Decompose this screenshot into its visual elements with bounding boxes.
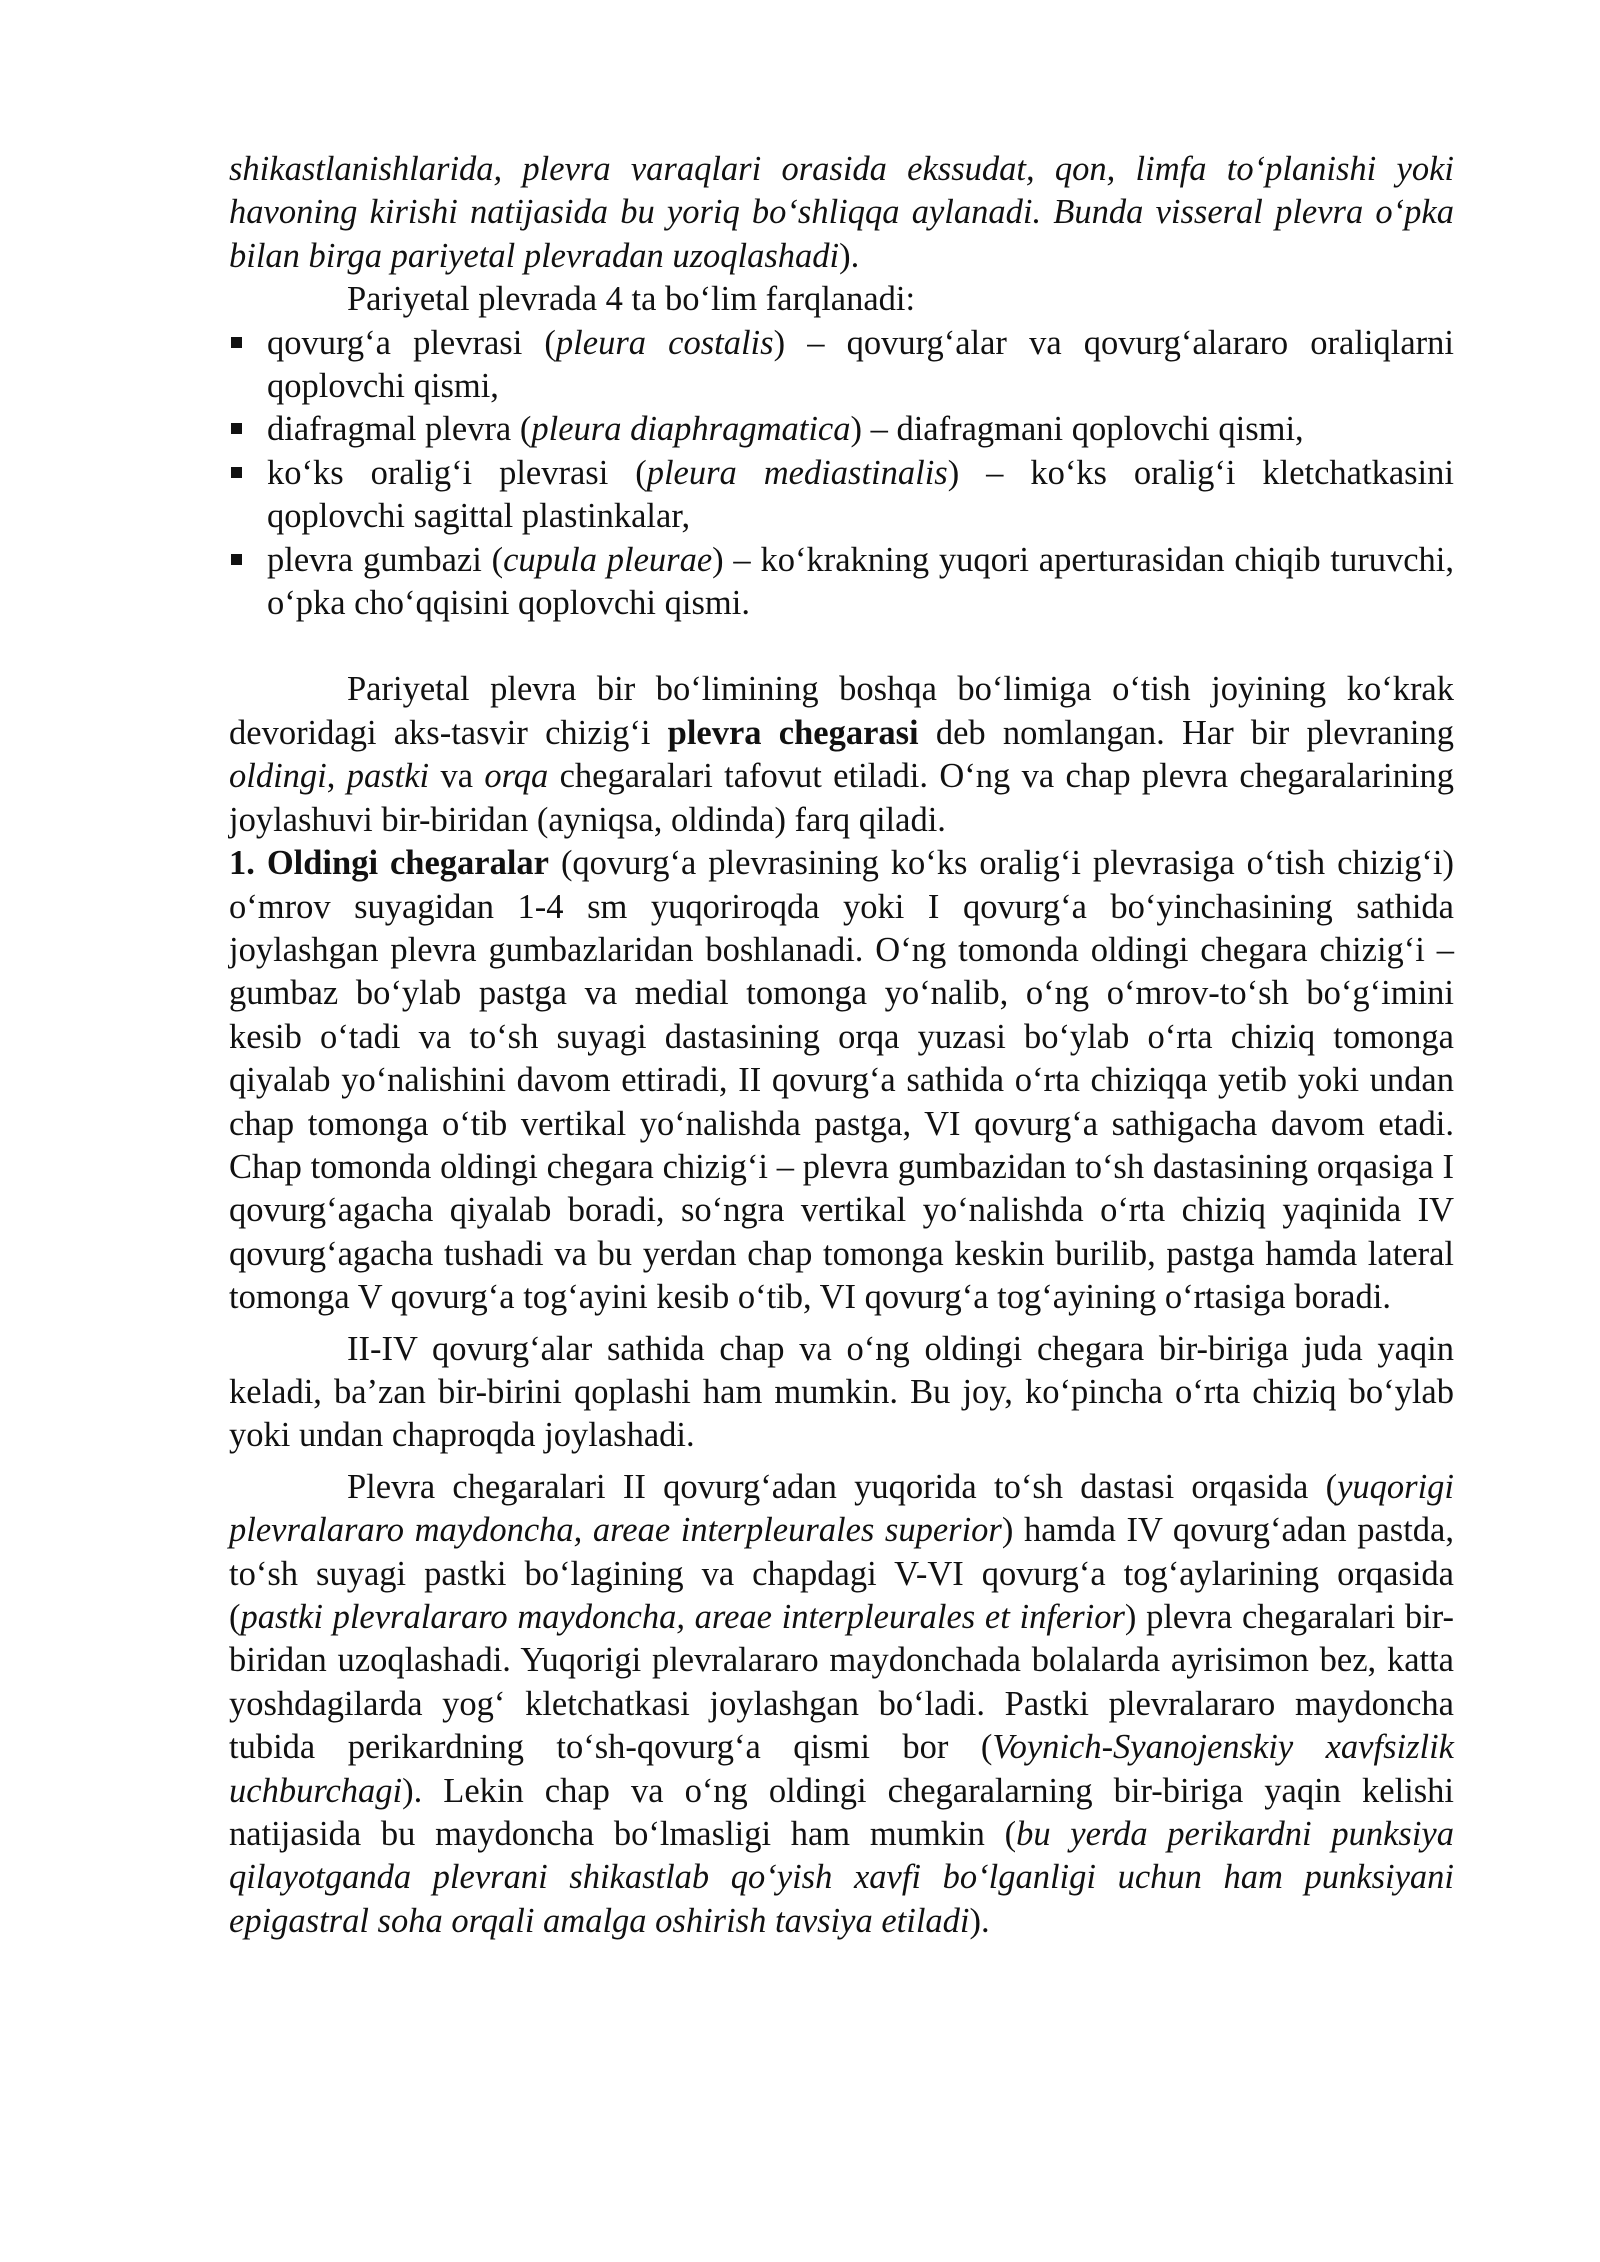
text-run: chegaralari tafovut etiladi. O‘ng va chap plevra chegaralarining joylashuvi bir-biridan (ayniqsa, oldinda) farq qiladi. xyxy=(229,757,1454,839)
paragraph-spacing xyxy=(229,1458,1454,1466)
section-heading: 1. Oldingi chegaralar xyxy=(229,844,549,883)
text-run: ) hamda IV qovurg‘adan pastda, to‘sh suyagi pastki bo‘lagining va chapdagi V-VI qovurg‘a tog‘aylarining orqasida ( xyxy=(229,1511,1454,1636)
text-run: deb nomlangan. Har bir plevraning xyxy=(918,713,1454,752)
text-run: , xyxy=(326,757,347,796)
square-bullet-icon xyxy=(231,337,242,348)
italic-term: Voynich-Syanojenskiy xavfsizlik uchburchagi xyxy=(229,1728,1454,1810)
text-run: ko‘ks oralig‘i plevrasi ( xyxy=(267,453,647,492)
text-run: plevra gumbazi ( xyxy=(267,540,504,579)
square-bullet-icon xyxy=(231,554,242,565)
italic-note: bu yerda perikardni punksiya qilayotganda plevrani shikastlab qo‘yish xavfi bo‘lganligi uchun ham punksiyani epigastral soha orqali amalga oshirish tavsiya etiladi xyxy=(229,1815,1454,1940)
text-run: va xyxy=(429,757,485,796)
latin-term: pleura mediastinalis xyxy=(646,453,948,492)
bullet-list xyxy=(229,322,1454,626)
list-item xyxy=(229,452,1454,539)
latin-term: pleura diaphragmatica xyxy=(531,410,851,449)
paragraph-intro: Pariyetal plevrada 4 ta bo‘lim farqlanadi: xyxy=(347,280,916,319)
text-run: Plevra chegaralari II qovurg‘adan yuqorida to‘sh dastasi orqasida ( xyxy=(347,1467,1338,1506)
bold-term: plevra chegarasi xyxy=(667,713,919,752)
text-run: ). xyxy=(839,236,860,275)
italic-term: orqa xyxy=(484,757,549,796)
square-bullet-icon xyxy=(231,423,242,434)
paragraph-maydonchalar xyxy=(229,1466,1454,1943)
paragraph-spacing xyxy=(229,1320,1454,1328)
paragraph-ii-iv: II-IV qovurg‘alar sathida chap va o‘ng oldingi chegara bir-biriga juda yaqin keladi, ba’zan bir-birini qoplashi ham mumkin. Bu joy, ko‘pincha o‘rta chiziq bo‘ylab yoki undan chaproqda joylashadi. xyxy=(229,1329,1454,1455)
latin-term: cupula pleurae xyxy=(503,540,713,579)
italic-text: shikastlanishlarida, plevra varaqlari orasida ekssudat, qon, limfa to‘planishi yoki havoning kirishi natijasida bu yoriq bo‘shliqqa aylanadi. Bunda visseral plevra o‘pka bilan birga pariyetal plevradan uzoqlashadi xyxy=(229,150,1454,275)
blank-line xyxy=(229,625,1454,668)
italic-term: pastki plevralararo maydoncha, areae interpleurales et inferior xyxy=(240,1598,1125,1636)
text-run: (qovurg‘a plevrasining ko‘ks oralig‘i plevrasiga o‘tish chizig‘i) o‘mrov suyagidan 1-4 sm yuqoriroqda yoki I qovurg‘a bo‘yinchasining sathida joylashgan plevra gumbazlaridan boshlanadi. O‘ng tomonda oldingi chegara chizig‘i – gumbaz bo‘ylab pastga va medial tomonga yo‘nalib, o‘ng o‘mrov-to‘sh bo‘g‘imini kesib o‘tadi va to‘sh suyagi dastasining orqa yuzasi bo‘ylab o‘rta chiziq tomonga qiyalab yo‘nalishini davom ettiradi, II qovurg‘a sathida o‘rta chiziqqa yetib yoki undan chap tomonga o‘tib vertikal yo‘nalishda pastga, VI qovurg‘a sathigacha davom etadi. Chap tomonda oldingi chegara chizig‘i – plevra gumbazidan to‘sh dastasining orqasiga I qovurg‘agacha qiyalab boradi, so‘ngra vertikal yo‘nalishda o‘rta chiziq yaqinida IV qovurg‘agacha tushadi va bu yerdan chap tomonga keskin burilib, pastga hamda lateral tomonga V qovurg‘a tog‘ayini kesib o‘tib, VI qovurg‘a tog‘ayining o‘rtasiga boradi. xyxy=(229,844,1454,1317)
text-run: ) – qovurg‘alar va qovurg‘alararo oraliqlarni qoplovchi qismi, xyxy=(267,323,1454,406)
text-run: diafragmal plevra ( xyxy=(267,410,532,449)
text-run: ). xyxy=(969,1901,990,1940)
text-run: qovurg‘a plevrasi ( xyxy=(267,323,556,362)
list-item xyxy=(229,322,1454,409)
list-item xyxy=(229,408,1454,451)
paragraph-oldingi-chegaralar xyxy=(229,842,1454,1319)
paragraph-plevra-chegarasi xyxy=(229,668,1454,842)
italic-term: oldingi xyxy=(229,757,327,796)
text-run: ) plevra chegaralari bir-biridan uzoqlashadi. Yuqorigi plevralararo maydonchada bolalarda ayrisimon bez, katta yoshdagilarda yog‘ kletchatkasi joylashgan bo‘ladi. Pastki plevralararo maydoncha tubida perikardning to‘sh-qovurg‘a qismi bor ( xyxy=(229,1598,1454,1767)
text-run: ) – ko‘ks oralig‘i kletchatkasini qoplovchi sagittal plastinkalar, xyxy=(267,453,1454,536)
text-run: Pariyetal plevra bir bo‘limining boshqa bo‘limiga o‘tish joyining ko‘krak devoridagi aks-tasvir chizig‘i xyxy=(229,670,1454,752)
italic-term: yuqorigi plevralararo maydoncha, areae interpleurales superior xyxy=(229,1467,1454,1550)
list-item xyxy=(229,539,1454,626)
square-bullet-icon xyxy=(231,467,242,478)
text-run: ) – ko‘krakning yuqori aperturasidan chiqib turuvchi, o‘pka cho‘qqisini qoplovchi qismi. xyxy=(267,540,1454,623)
italic-term: pastki xyxy=(346,757,430,796)
text-run: ) – diafragmani qoplovchi qismi, xyxy=(850,410,1304,449)
text-run: ). Lekin chap va o‘ng oldingi chegaralarning bir-biriga yaqin kelishi natijasida bu maydoncha bo‘lmasligi ham mumkin ( xyxy=(229,1771,1454,1854)
paragraph-continuation xyxy=(229,148,1454,278)
latin-term: pleura costalis xyxy=(555,323,774,362)
